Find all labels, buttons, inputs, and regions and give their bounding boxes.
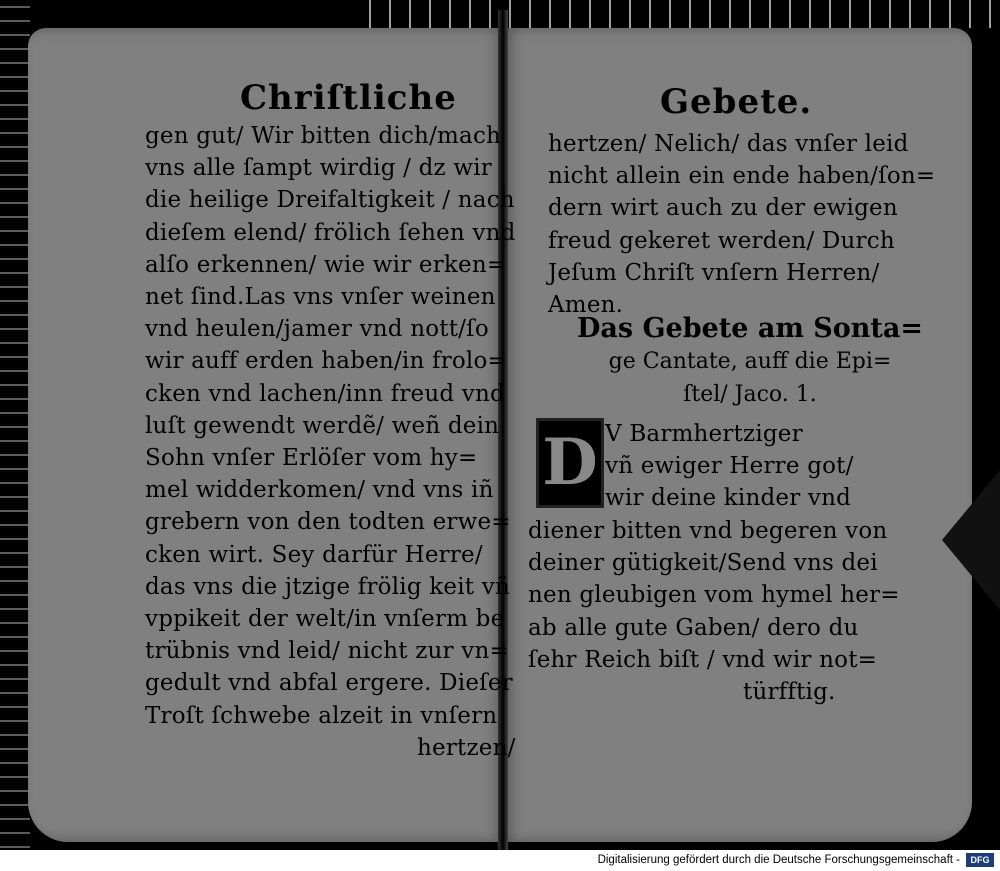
text-line: Amen.: [548, 292, 624, 319]
text-line: wir auff erden haben/in frolo=: [145, 348, 508, 375]
footer: [0, 850, 1000, 871]
text-line: net ſind.Las vns vnſer weinen: [145, 284, 496, 311]
text-line: hertzen/ Nelich/ das vnſer leid: [548, 131, 909, 157]
text-line: alſo erkennen/ wie wir erken=: [145, 251, 507, 278]
text-line: nicht allein ein ende haben/ſon=: [548, 163, 936, 190]
text-line: Troſt ſchwebe alzeit in vnſern: [145, 702, 498, 729]
text-line: trübnis vnd leid/ nicht zur vn=: [145, 638, 509, 665]
text-line: V Barmhertziger: [605, 421, 803, 447]
text-line: türfftig.: [743, 679, 836, 706]
text-line: hertzen/: [417, 734, 516, 761]
text-line: cken vnd lachen/inn freud vnd: [145, 380, 505, 407]
dfg-logo: DFG: [966, 853, 994, 867]
text-line: die heilige Dreifaltigkeit / nach: [145, 187, 515, 214]
text-line: mel widderkomen/ vnd vns iñ: [145, 477, 494, 504]
text-line: gedult vnd abfal ergere. Dieſer: [145, 670, 513, 697]
text-line: wir deine kinder vnd: [605, 485, 852, 512]
text-line: nen gleubigen vom hymel her=: [528, 582, 900, 609]
prayer-heading-line: ge Cantate, auff die Epi=: [608, 349, 892, 374]
left-page-text: [145, 120, 516, 764]
text-line: vnd heulen/jamer vnd nott/ſo: [145, 316, 489, 343]
prayer-heading: [540, 312, 960, 411]
text-line: grebern von den todten erwe=: [145, 509, 511, 536]
text-line: vppikeit der welt/in vnſerm be: [145, 606, 505, 633]
text-line: dern wirt auch zu der ewigen: [548, 195, 898, 222]
book-edge-left: [0, 0, 30, 850]
prayer-heading-line: Das Gebete am Sonta=: [576, 313, 924, 344]
text-line: luſt gewendt werdẽ/ weñ dein: [145, 412, 500, 439]
prayer-heading-line: ſtel/ Jaco. 1.: [683, 382, 817, 407]
prayer-text: [528, 515, 900, 708]
book-top-edge: [360, 0, 1000, 28]
right-page-text: [548, 128, 935, 321]
text-line: ab alle gute Gaben/ dero du: [528, 614, 859, 641]
text-line: dieſem elend/ frölich ſehen vnd: [145, 219, 516, 246]
text-line: vñ ewiger Herre got/: [605, 453, 854, 480]
decorated-initial: D: [536, 418, 604, 508]
text-line: ſehr Reich biſt / vnd wir not=: [528, 646, 878, 673]
text-line: vns alle ſampt wirdig / dz wir: [145, 155, 492, 182]
text-line: diener bitten vnd begeren von: [528, 518, 888, 544]
text-line: gen gut/ Wir bitten dich/mach: [145, 123, 502, 149]
funding-notice: Digitalisierung gefördert durch die Deutsche Forschungsgemeinschaft -: [597, 854, 960, 866]
book-clasp: [942, 470, 1000, 610]
text-line: cken wirt. Sey darfür Herre/: [145, 541, 483, 568]
right-page-header: Gebete.: [660, 82, 813, 122]
text-line: deiner gütigkeit/Send vns dei: [528, 550, 878, 577]
text-line: freud gekeret werden/ Durch: [548, 227, 895, 254]
text-line: das vns die jtzige frölig keit vñ: [145, 573, 510, 600]
left-page-header: Chriſtliche: [240, 78, 457, 118]
prayer-text-beside-initial: [605, 418, 854, 515]
text-line: Sohn vnſer Erlöſer vom hy=: [145, 445, 478, 472]
text-line: Jeſum Chriſt vnſern Herren/: [548, 259, 880, 286]
